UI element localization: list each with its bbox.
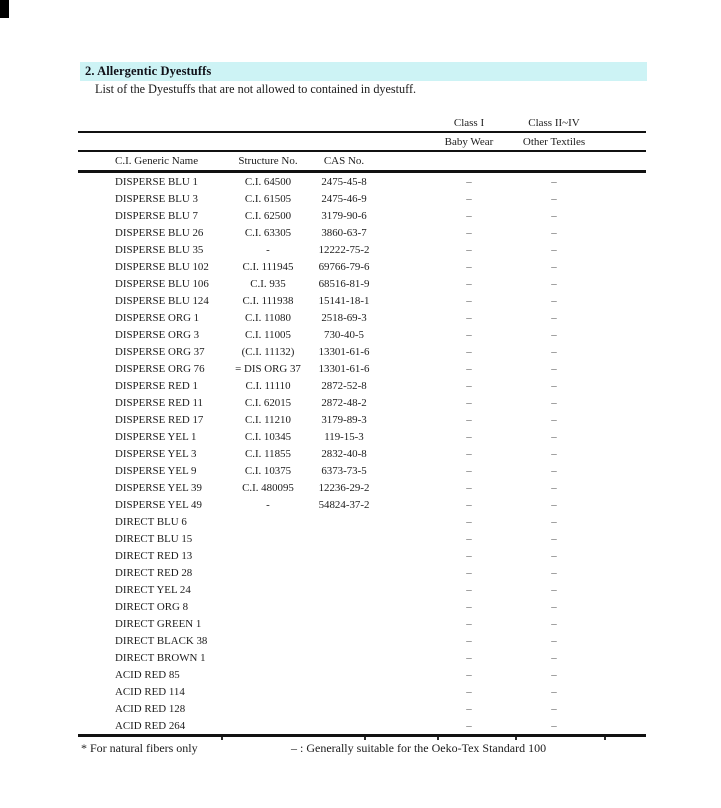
cell-cas: 3860-63-7 (321, 226, 367, 239)
cell-cas: 2872-52-8 (321, 379, 367, 392)
class1-header: Class I (453, 116, 485, 129)
cell-class1: – (466, 532, 472, 545)
table-row (78, 224, 646, 241)
cell-class2: – (551, 345, 557, 358)
cell-structure (216, 513, 320, 530)
cell-class1: – (466, 702, 472, 715)
cell-structure: C.I. 111945 (242, 260, 294, 273)
cell-class2: – (551, 328, 557, 341)
cell-structure: - (266, 243, 270, 256)
cell-structure: = DIS ORG 37 (235, 362, 301, 375)
cell-structure (216, 649, 320, 666)
cell-name: DIRECT GREEN 1 (115, 617, 202, 630)
cell-class1: – (466, 311, 472, 324)
table-row (78, 241, 646, 258)
table-row (78, 292, 646, 309)
cell-class2: – (551, 192, 557, 205)
cell-name: DISPERSE ORG 37 (115, 345, 205, 358)
cell-class2: – (551, 362, 557, 375)
cell-name: DIRECT YEL 24 (115, 583, 191, 596)
cell-name: DISPERSE BLU 1 (115, 175, 198, 188)
table-row (78, 258, 646, 275)
column-tick (364, 737, 366, 740)
cell-cas: 2872-48-2 (321, 396, 367, 409)
cell-structure (216, 581, 320, 598)
cell-name: DISPERSE BLU 35 (115, 243, 204, 256)
cell-cas: 54824-37-2 (318, 498, 370, 511)
table-row (78, 649, 646, 666)
cell-structure (216, 683, 320, 700)
class-header-row (78, 114, 646, 133)
cell-name: ACID RED 264 (115, 719, 186, 732)
cell-cas (320, 717, 368, 734)
cell-name: DISPERSE YEL 39 (115, 481, 202, 494)
cell-class2: – (551, 226, 557, 239)
cell-name: DISPERSE ORG 3 (115, 328, 200, 341)
cell-class1: – (466, 430, 472, 443)
column-header-row (78, 152, 646, 173)
cell-name: DISPERSE RED 11 (115, 396, 203, 409)
cell-class1: – (466, 566, 472, 579)
cell-class2: – (551, 532, 557, 545)
cell-cas (320, 700, 368, 717)
cell-cas: 12222-75-2 (318, 243, 370, 256)
cell-class1: – (466, 583, 472, 596)
cell-structure (216, 717, 320, 734)
cell-name: DISPERSE BLU 124 (115, 294, 209, 307)
table-row (78, 598, 646, 615)
cell-structure: C.I. 10345 (244, 430, 292, 443)
cell-name: DISPERSE YEL 49 (115, 498, 202, 511)
cell-structure: C.I. 10375 (244, 464, 292, 477)
cell-class2: – (551, 651, 557, 664)
cell-class2: – (551, 617, 557, 630)
scan-corner-artifact (0, 0, 9, 18)
cell-structure (216, 666, 320, 683)
cell-cas: 730-40-5 (324, 328, 364, 341)
table-row (78, 513, 646, 530)
cell-class2: – (551, 209, 557, 222)
table-row (78, 275, 646, 292)
cell-cas: 69766-79-6 (318, 260, 370, 273)
cell-structure: - (266, 498, 270, 511)
cell-structure: C.I. 11855 (245, 447, 291, 460)
cell-class2: – (551, 634, 557, 647)
cell-class2: – (551, 702, 557, 715)
cell-structure: C.I. 935 (250, 277, 286, 290)
cell-name: DISPERSE BLU 102 (115, 260, 209, 273)
class1-subheader: Baby Wear (444, 135, 494, 148)
cell-name: DISPERSE RED 1 (115, 379, 198, 392)
table-row (78, 479, 646, 496)
generic-name-header: C.I. Generic Name (115, 155, 199, 167)
cas-no-header: CAS No. (323, 155, 365, 167)
cell-name: DISPERSE BLU 3 (115, 192, 198, 205)
cell-cas: 119-15-3 (324, 430, 364, 443)
cell-class1: – (466, 209, 472, 222)
cell-name: DISPERSE BLU 106 (115, 277, 209, 290)
cell-class2: – (551, 260, 557, 273)
cell-class1: – (466, 243, 472, 256)
cell-class2: – (551, 481, 557, 494)
table-row (78, 632, 646, 649)
cell-cas: 2518-69-3 (321, 311, 367, 324)
cell-class2: – (551, 379, 557, 392)
cell-class1: – (466, 413, 472, 426)
table-row (78, 377, 646, 394)
cell-cas: 15141-18-1 (318, 294, 370, 307)
cell-class2: – (551, 566, 557, 579)
cell-cas: 13301-61-6 (318, 345, 370, 358)
cell-class2: – (551, 600, 557, 613)
cell-class1: – (466, 192, 472, 205)
cell-structure: C.I. 63305 (244, 226, 292, 239)
cell-class2: – (551, 583, 557, 596)
table-description: List of the Dyestuffs that are not allowed to contained in dyestuff. (95, 82, 417, 96)
cell-class2: – (551, 464, 557, 477)
cell-class2: – (551, 685, 557, 698)
table-row (78, 207, 646, 224)
dyestuff-table (78, 114, 646, 737)
cell-structure: C.I. 62015 (244, 396, 292, 409)
section-title-bar (80, 62, 647, 81)
cell-structure: (C.I. 11132) (241, 345, 295, 358)
table-row (78, 581, 646, 598)
cell-cas: 3179-89-3 (321, 413, 367, 426)
cell-structure: C.I. 11080 (245, 311, 291, 324)
cell-class1: – (466, 685, 472, 698)
cell-name: DIRECT BLU 15 (115, 532, 193, 545)
footnote-natural-fibers: * For natural fibers only (81, 741, 198, 755)
class2-subheader: Other Textiles (522, 135, 586, 148)
table-row (78, 360, 646, 377)
column-tick (221, 737, 223, 740)
section-title: 2. Allergentic Dyestuffs (85, 64, 212, 78)
cell-structure: C.I. 11110 (245, 379, 291, 392)
cell-cas: 3179-90-6 (321, 209, 367, 222)
class-subheader-row (78, 133, 646, 152)
cell-class1: – (466, 651, 472, 664)
cell-class2: – (551, 277, 557, 290)
cell-class1: – (466, 328, 472, 341)
cell-class1: – (466, 447, 472, 460)
cell-class2: – (551, 311, 557, 324)
cell-class1: – (466, 175, 472, 188)
cell-class2: – (551, 175, 557, 188)
class2-header: Class II~IV (528, 116, 580, 129)
structure-no-header: Structure No. (238, 155, 298, 167)
cell-class2: – (551, 719, 557, 732)
cell-class2: – (551, 294, 557, 307)
cell-cas: 68516-81-9 (318, 277, 370, 290)
cell-cas (320, 513, 368, 530)
cell-name: ACID RED 114 (115, 685, 185, 698)
cell-class1: – (466, 362, 472, 375)
cell-class1: – (466, 515, 472, 528)
cell-structure: C.I. 11210 (245, 413, 291, 426)
cell-class1: – (466, 600, 472, 613)
column-tick (437, 737, 439, 740)
cell-class1: – (466, 617, 472, 630)
cell-structure (216, 700, 320, 717)
cell-class2: – (551, 515, 557, 528)
cell-name: ACID RED 85 (115, 668, 180, 681)
cell-structure (216, 530, 320, 547)
cell-structure (216, 615, 320, 632)
cell-cas (320, 666, 368, 683)
cell-cas (320, 564, 368, 581)
cell-class1: – (466, 549, 472, 562)
cell-class1: – (466, 464, 472, 477)
table-row (78, 615, 646, 632)
cell-cas (320, 547, 368, 564)
cell-class2: – (551, 668, 557, 681)
cell-class2: – (551, 430, 557, 443)
cell-name: DISPERSE YEL 9 (115, 464, 197, 477)
table-row (78, 547, 646, 564)
table-row (78, 564, 646, 581)
cell-class1: – (466, 260, 472, 273)
cell-name: DIRECT RED 28 (115, 566, 193, 579)
cell-name: ACID RED 128 (115, 702, 186, 715)
cell-name: DIRECT BLU 6 (115, 515, 187, 528)
table-row (78, 462, 646, 479)
footnote-dash-legend: – : Generally suitable for the Oeko-Tex Standard 100 (291, 741, 547, 755)
column-tick (515, 737, 517, 740)
table-row (78, 530, 646, 547)
cell-class1: – (466, 226, 472, 239)
cell-name: DISPERSE ORG 1 (115, 311, 200, 324)
cell-structure (216, 547, 320, 564)
cell-structure (216, 632, 320, 649)
cell-class1: – (466, 345, 472, 358)
cell-cas (320, 530, 368, 547)
cell-structure: C.I. 62500 (244, 209, 292, 222)
column-tick (604, 737, 606, 740)
cell-class1: – (466, 719, 472, 732)
cell-class1: – (466, 634, 472, 647)
table-row (78, 683, 646, 700)
cell-name: DIRECT RED 13 (115, 549, 193, 562)
table-body (78, 173, 646, 737)
cell-class2: – (551, 396, 557, 409)
cell-class1: – (466, 481, 472, 494)
cell-structure (216, 598, 320, 615)
cell-name: DISPERSE BLU 7 (115, 209, 198, 222)
cell-class2: – (551, 549, 557, 562)
table-row (78, 428, 646, 445)
table-row (78, 411, 646, 428)
table-row (78, 326, 646, 343)
cell-cas: 2475-45-8 (321, 175, 367, 188)
table-row (78, 445, 646, 462)
cell-class2: – (551, 447, 557, 460)
cell-cas (320, 598, 368, 615)
cell-class2: – (551, 498, 557, 511)
cell-name: DISPERSE YEL 3 (115, 447, 197, 460)
cell-cas (320, 615, 368, 632)
cell-name: DIRECT BLACK 38 (115, 634, 208, 647)
cell-class2: – (551, 243, 557, 256)
cell-name: DIRECT ORG 8 (115, 600, 189, 613)
table-row (78, 717, 646, 734)
table-row (78, 496, 646, 513)
cell-class2: – (551, 413, 557, 426)
cell-name: DISPERSE RED 17 (115, 413, 204, 426)
cell-class1: – (466, 379, 472, 392)
cell-cas: 2832-40-8 (321, 447, 367, 460)
table-row (78, 173, 646, 190)
cell-name: DISPERSE ORG 76 (115, 362, 205, 375)
table-row (78, 700, 646, 717)
table-row (78, 343, 646, 360)
cell-cas (320, 632, 368, 649)
cell-class1: – (466, 668, 472, 681)
cell-structure: C.I. 64500 (244, 175, 292, 188)
cell-cas (320, 581, 368, 598)
table-row (78, 394, 646, 411)
cell-class1: – (466, 277, 472, 290)
cell-cas: 6373-73-5 (321, 464, 367, 477)
cell-class1: – (466, 294, 472, 307)
cell-cas: 12236-29-2 (318, 481, 370, 494)
cell-cas: 13301-61-6 (318, 362, 370, 375)
cell-cas (320, 683, 368, 700)
cell-name: DISPERSE YEL 1 (115, 430, 197, 443)
cell-name: DIRECT BROWN 1 (115, 651, 206, 664)
cell-structure: C.I. 11005 (245, 328, 291, 341)
cell-structure: C.I. 61505 (244, 192, 292, 205)
cell-structure: C.I. 111938 (242, 294, 294, 307)
cell-class1: – (466, 396, 472, 409)
cell-cas (320, 649, 368, 666)
cell-structure (216, 564, 320, 581)
cell-class1: – (466, 498, 472, 511)
cell-name: DISPERSE BLU 26 (115, 226, 204, 239)
table-row (78, 190, 646, 207)
table-row (78, 309, 646, 326)
cell-structure: C.I. 480095 (242, 481, 294, 494)
cell-cas: 2475-46-9 (321, 192, 367, 205)
table-row (78, 666, 646, 683)
